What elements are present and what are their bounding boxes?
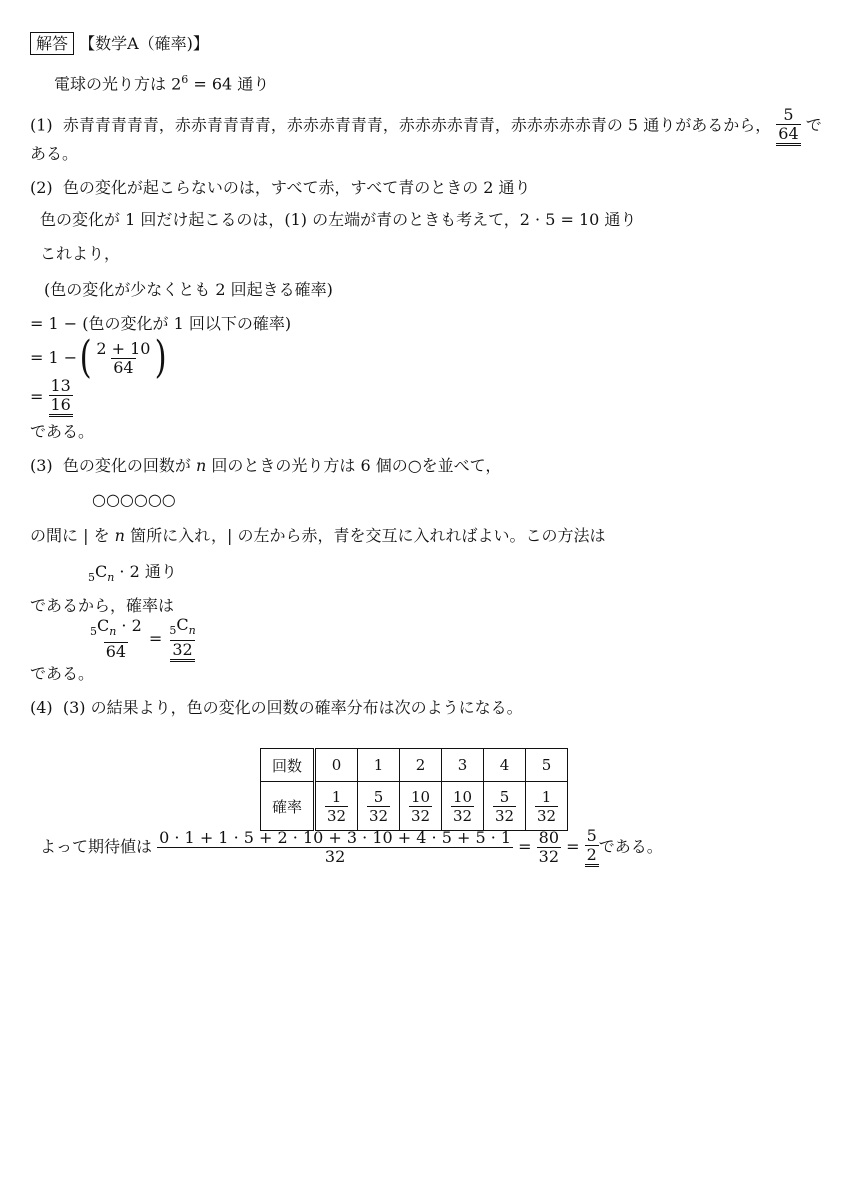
part1-answer-den: 64 <box>776 124 800 146</box>
part1-answer <box>776 106 800 146</box>
comb-post: · 2 通り <box>114 562 177 581</box>
part3-var-n: n <box>195 456 207 475</box>
part2-line5: = 1 − (色の変化が 1 回以下の確率) <box>30 314 292 333</box>
part3-text3b: 箇所に入れ，| の左から赤，青を交互に入れればよい。この方法は <box>130 526 606 545</box>
comb-c: C <box>95 562 108 581</box>
part3-line3 <box>30 526 606 546</box>
part3-answer-num: $_5C_n$ <box>169 614 196 638</box>
part3-text3a: の間に | を <box>30 526 110 545</box>
expected-answer-den: 2 <box>585 845 599 867</box>
part2-line4: (色の変化が少なくとも 2 回起きる確率) <box>44 280 333 299</box>
part3-fraction-eq <box>88 616 198 662</box>
expected-answer <box>585 827 599 867</box>
intro-exponent: 6 <box>181 73 189 86</box>
part2-fraction-den: 64 <box>113 357 134 377</box>
expected-eq2: = <box>566 837 580 856</box>
table-head-prob: 確率 <box>261 782 315 831</box>
table-row-counts <box>261 749 568 782</box>
part3-eq: = <box>148 629 163 648</box>
right-paren: ) <box>155 332 168 383</box>
part4-text1: (3) の結果より，色の変化の回数の確率分布は次のようになる。 <box>62 698 523 717</box>
part3-answer-den: 32 <box>170 640 194 662</box>
expected-den: 32 <box>157 847 513 866</box>
expected-tail: である。 <box>598 837 663 856</box>
part3-text1b: 回のときの光り方は 6 個の○を並べて， <box>211 456 502 475</box>
part1-label: (1) <box>30 115 53 135</box>
expected-pre: よって期待値は <box>40 837 153 856</box>
left-paren: ( <box>79 332 92 383</box>
part3-line1 <box>30 456 501 476</box>
expected-num: 0 · 1 + 1 · 5 + 2 · 10 + 3 · 10 + 4 · 5 + 5 · 1 <box>159 827 512 847</box>
part1-line1 <box>30 106 822 146</box>
comb-sub-5: 5 <box>88 571 95 585</box>
table-cell: 2 <box>400 749 442 782</box>
part3-text1a: 色の変化の回数が <box>62 456 191 475</box>
table-cell: 4 <box>484 749 526 782</box>
part2-fraction <box>94 340 152 377</box>
comb-sub-n: n <box>107 571 115 585</box>
table-head-count: 回数 <box>261 749 315 782</box>
answer-badge: 解答 <box>30 32 74 55</box>
expected-answer-num: 5 <box>586 826 597 845</box>
part2-fraction-num: 2 + 10 <box>96 338 151 358</box>
expected-mid <box>537 829 561 866</box>
part2-line8: である。 <box>30 422 95 441</box>
intro-text: 電球の光り方は 2 <box>54 74 182 94</box>
expected-mid-den: 32 <box>538 846 560 866</box>
part1-tail: で <box>805 115 822 135</box>
distribution-table <box>260 748 568 831</box>
part2-line6-pre: = 1 − <box>30 348 78 367</box>
part3-frac1-den: 64 <box>105 641 127 661</box>
expected-mid-num: 80 <box>538 827 560 847</box>
part2-answer <box>49 377 73 417</box>
table-cell: $\frac{10}{32}$ <box>442 782 484 831</box>
intro-line <box>54 70 269 94</box>
part2-line6 <box>30 332 170 383</box>
part4-label: (4) <box>30 698 53 717</box>
part2-text1: 色の変化が起こらないのは，すべて赤，すべて青のときの 2 通り <box>62 178 531 197</box>
table-cell: $\frac{1}{32}$ <box>315 782 358 831</box>
part3-line7: である。 <box>30 664 95 683</box>
part2-answer-num: 13 <box>50 376 71 395</box>
circles-row: ○○○○○○ <box>92 490 176 509</box>
table-cell: $\frac{5}{32}$ <box>484 782 526 831</box>
combination-line <box>88 562 177 588</box>
part3-label: (3) <box>30 456 53 475</box>
part3-answer <box>167 616 197 662</box>
expected-frac <box>157 829 513 866</box>
expected-value-line <box>40 824 663 870</box>
table-cell: $\frac{10}{32}$ <box>400 782 442 831</box>
part2-line2: 色の変化が 1 回だけ起こるのは，(1) の左端が青のときも考えて，2 · 5 = 10 通り <box>40 210 637 229</box>
intro-result: = 64 通り <box>188 74 270 94</box>
table-cell: 1 <box>358 749 400 782</box>
table-cell: $\frac{1}{32}$ <box>526 782 568 831</box>
part1-line2: ある。 <box>30 144 79 163</box>
part2-label: (2) <box>30 178 53 197</box>
part1-text: 赤青青青青青，赤赤青青青青，赤赤赤青青青，赤赤赤赤青青，赤赤赤赤赤青の 5 通りがあるから， <box>62 115 772 135</box>
part3-frac1-num: $_5C_n \cdot 2$ <box>90 616 142 639</box>
table-cell: 3 <box>442 749 484 782</box>
part2-line7 <box>30 376 73 418</box>
heading <box>30 34 209 54</box>
table-cell: 5 <box>526 749 568 782</box>
expected-eq1: = <box>518 837 532 856</box>
part2-line1 <box>30 178 531 198</box>
part1-answer-num: 5 <box>783 105 794 124</box>
part2-answer-den: 16 <box>49 395 73 417</box>
part3-frac1 <box>88 617 144 660</box>
section-title: 【数学A（確率)】 <box>79 34 209 53</box>
part2-line3: これより， <box>40 244 121 263</box>
part2-line7-pre: = <box>30 387 44 406</box>
part3-line5: であるから，確率は <box>30 596 175 615</box>
part3-var-n2: n <box>114 526 125 545</box>
table-cell: $\frac{5}{32}$ <box>358 782 400 831</box>
part4-line1 <box>30 698 523 718</box>
table-cell: 0 <box>315 749 358 782</box>
